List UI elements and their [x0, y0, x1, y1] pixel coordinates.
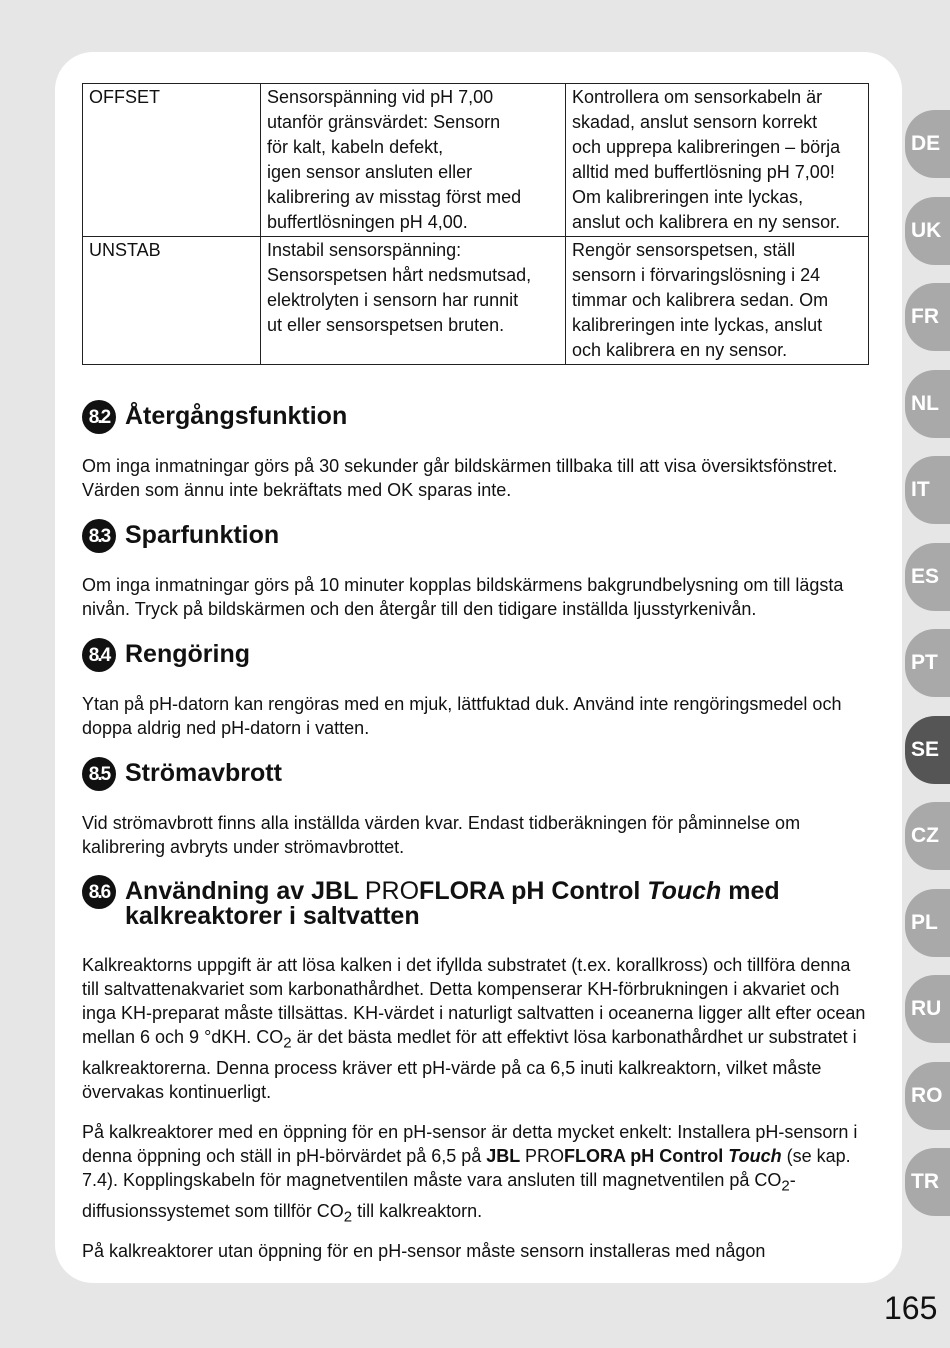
table-cell: UNSTAB	[83, 237, 261, 365]
language-tab-fr[interactable]: FR	[905, 283, 950, 351]
language-tab-it[interactable]: IT	[905, 456, 950, 524]
section-text: Ytan på pH-datorn kan rengöras med en mjuk, lättfuktad duk. Använd inte rengöringsmedel och doppa aldrig ned pH-datorn i vatten.	[82, 694, 842, 738]
section-text: Om inga inmatningar görs på 10 minuter kopplas bildskärmens bakgrundbelysning om till lägsta nivån. Tryck på bildskärmen och den återgår till den tidigare inställda ljusstyrkenivån.	[82, 575, 844, 619]
language-tab-pt[interactable]: PT	[905, 629, 950, 697]
language-tab-es[interactable]: ES	[905, 543, 950, 611]
section-title: Rengöring	[125, 640, 250, 668]
section-text: Vid strömavbrott finns alla inställda värden kvar. Endast tidberäkningen för påminnelse om kalibrering avbryts under strömavbrottet.	[82, 813, 801, 857]
table-cell: Instabil sensorspänning: Sensorspetsen hårt nedsmutsad, elektrolyten i sensorn har runnit ut eller sensorspetsen bruten.	[261, 237, 566, 365]
section-title: Strömavbrott	[125, 759, 282, 787]
language-tab-nl[interactable]: NL	[905, 370, 950, 438]
language-tab-ro[interactable]: RO	[905, 1062, 950, 1130]
table-cell: Kontrollera om sensorkabeln är skadad, anslut sensorn korrekt och upprepa kalibreringen – börja alltid med buffertlösning pH 7,00! Om kalibreringen inte lyckas, anslut och kalibrera en ny sensor.	[566, 84, 869, 237]
page-number: 165	[884, 1290, 938, 1326]
language-tab-uk[interactable]: UK	[905, 197, 950, 265]
section-heading	[82, 404, 347, 434]
language-tab-de[interactable]: DE	[905, 110, 950, 178]
language-tab-se[interactable]: SE	[905, 716, 950, 784]
section-text: På kalkreaktorer med en öppning för en pH-sensor är detta mycket enkelt: Installera pH-sensorn i denna öppning och ställ in pH-börvärdet på 6,5 på JBL PROFLORA pH Control Touch (se kap. 7.4). Kopplingskabeln för magnetventilen måste vara ansluten till magnetventilen på $CO_2$-diffusionssystemet som tillför $CO_2$ till kalkreaktorn.	[82, 1122, 858, 1226]
section-text: Om inga inmatningar görs på 30 sekunder går bildskärmen tillbaka till att visa översiktsfönstret. Värden som ännu inte bekräftats med OK sparas inte.	[82, 456, 838, 500]
language-tab-ru[interactable]: RU	[905, 975, 950, 1043]
section-text: På kalkreaktorer utan öppning för en pH-sensor måste sensorn installeras med någon	[82, 1241, 766, 1261]
section-title: Sparfunktion	[125, 521, 280, 549]
section-title: Användning av JBL PROFLORA pH Control Touch med kalkreaktorer i saltvatten	[125, 877, 780, 930]
section-heading	[82, 642, 250, 672]
table-row	[83, 237, 869, 365]
section-heading	[82, 523, 279, 553]
language-tab-tr[interactable]: TR	[905, 1148, 950, 1216]
language-tab-cz[interactable]: CZ	[905, 802, 950, 870]
section-number-badge: 8.3	[82, 519, 116, 553]
section-number-badge: 8.2	[82, 400, 116, 434]
table-cell: Sensorspänning vid pH 7,00 utanför gränsvärdet: Sensorn för kalt, kabeln defekt, igen sensor ansluten eller kalibrering av misstag först med buffertlösningen pH 4,00.	[261, 84, 566, 237]
table-cell: OFFSET	[83, 84, 261, 237]
table-row	[83, 84, 869, 237]
section-number-badge: 8.6	[82, 875, 116, 909]
section-heading	[82, 879, 782, 929]
language-tab-pl[interactable]: PL	[905, 889, 950, 957]
section-number-badge: 8.4	[82, 638, 116, 672]
error-table	[82, 83, 869, 365]
section-heading	[82, 761, 282, 791]
section-number-badge: 8.5	[82, 757, 116, 791]
section-title: Återgångsfunktion	[125, 402, 348, 430]
section-text: Kalkreaktorns uppgift är att lösa kalken i det ifyllda substratet (t.ex. korallkross) och tillföra denna till saltvattenakvariet som karbonathårdhet. Detta kompenserar KH-förbrukningen i akvariet och inga KH-preparat måste tillsättas. KH-värdet i naturligt saltvatten i oceanerna ligger allt efter ocean mellan 6 och 9 °dKH. $CO_2$ är det bästa medlet för att effektivt lösa karbonathårdhet ur substratet i kalkreaktorerna. Denna process kräver ett pH-värde på ca 6,5 inuti kalkreaktorn, vilket måste övervakas kontinuerligt.	[82, 955, 866, 1102]
table-cell: Rengör sensorspetsen, ställ sensorn i förvaringslösning i 24 timmar och kalibrera sedan. Om kalibreringen inte lyckas, anslut och kalibrera en ny sensor.	[566, 237, 869, 365]
